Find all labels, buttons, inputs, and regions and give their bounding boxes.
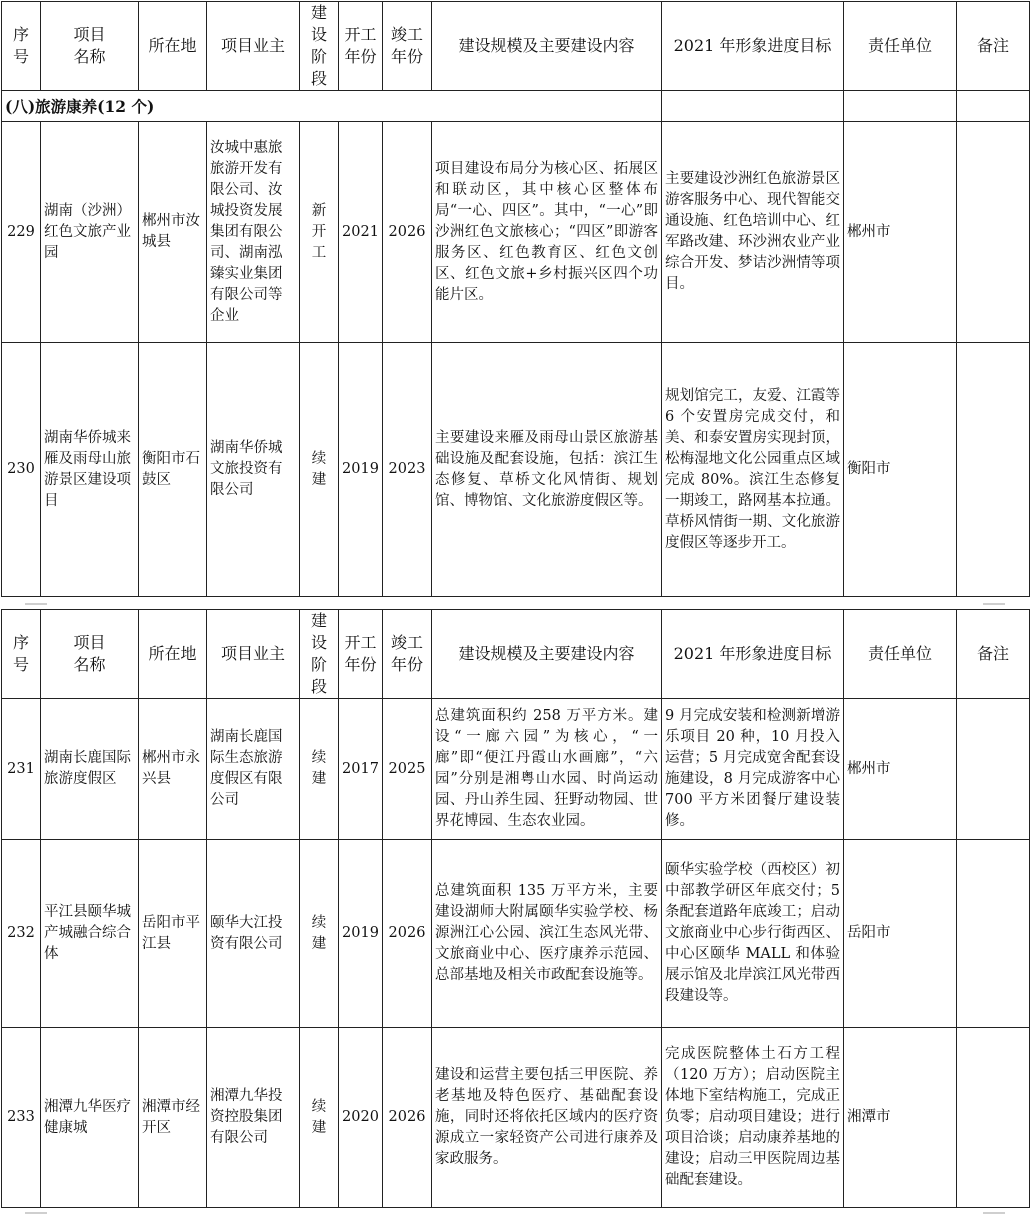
page-separator [0,600,1031,608]
row-seq: 231 [2,699,41,840]
row-stage: 续 建 [300,1028,339,1208]
header-target: 2021 年形象进度目标 [662,2,844,91]
table-row [2,343,1030,597]
row-owner: 湖南华侨城文旅投资有限公司 [207,343,300,597]
table-row [2,699,1030,840]
table-row [2,122,1030,343]
section-cell-empty [662,91,844,122]
row-seq: 232 [2,840,41,1028]
row-start-year: 2019 [339,343,383,597]
section-cell-empty [957,91,1030,122]
project-table-2 [1,609,1030,1208]
row-scale: 项目建设布局分为核心区、拓展区和联动区，其中核心区整体布局“一心、四区”。其中，“一心”即沙洲红色文旅核心；“四区”即游客服务区、红色教育区、红色文创区、红色文旅+乡村振兴区四个功能片区。 [432,122,662,343]
row-seq: 233 [2,1028,41,1208]
header-seq: 序 号 [2,610,41,699]
row-scale: 总建筑面积 135 万平方米，主要建设湖师大附属颐华实验学校、杨源洲江心公园、滨江生态风光带、文旅商业中心、医疗康养示范园、总部基地及相关市政配套设施等。 [432,840,662,1028]
row-end-year: 2026 [383,1028,432,1208]
header-row [2,610,1030,699]
header-owner: 项目业主 [207,2,300,91]
separator-mark [25,603,47,605]
header-remark: 备注 [957,2,1030,91]
row-target: 颐华实验学校（西校区）初中部教学研区年底交付；5 条配套道路年底竣工；启动文旅商业中心步行街西区、中心区颐华 MALL 和体验展示馆及北岸滨江风光带西段建设等。 [662,840,844,1028]
header-end-year: 竣工 年份 [383,2,432,91]
row-end-year: 2025 [383,699,432,840]
row-unit: 岳阳市 [844,840,957,1028]
row-stage: 续 建 [300,840,339,1028]
row-start-year: 2020 [339,1028,383,1208]
row-remark [957,699,1030,840]
row-location: 湘潭市经开区 [139,1028,207,1208]
table-page-1 [1,1,1029,597]
header-location: 所在地 [139,2,207,91]
row-stage: 新 开 工 [300,122,339,343]
section-cell-empty [844,91,957,122]
row-remark [957,840,1030,1028]
header-target: 2021 年形象进度目标 [662,610,844,699]
row-target: 9 月完成安装和检测新增游乐项目 20 种，10 月投入运营；5 月完成宽舍配套设施建设，8 月完成游客中心 700 平方米团餐厅建设装修。 [662,699,844,840]
table-row [2,1028,1030,1208]
header-stage: 建 设 阶 段 [300,2,339,91]
row-end-year: 2023 [383,343,432,597]
header-unit: 责任单位 [844,2,957,91]
header-stage: 建 设 阶 段 [300,610,339,699]
table-page-2 [1,609,1029,1208]
row-remark [957,343,1030,597]
row-start-year: 2017 [339,699,383,840]
header-location: 所在地 [139,610,207,699]
header-scale: 建设规模及主要建设内容 [432,2,662,91]
header-start-year: 开工 年份 [339,2,383,91]
row-owner: 湖南长鹿国际生态旅游度假区有限公司 [207,699,300,840]
header-name: 项目 名称 [41,2,139,91]
row-owner: 汝城中惠旅旅游开发有限公司、汝城投资发展集团有限公司、湖南泓臻实业集团有限公司等企业 [207,122,300,343]
row-location: 郴州市汝城县 [139,122,207,343]
row-unit: 衡阳市 [844,343,957,597]
row-unit: 郴州市 [844,699,957,840]
row-unit: 郴州市 [844,122,957,343]
row-location: 衡阳市石鼓区 [139,343,207,597]
section-label: (八)旅游康养(12 个) [2,91,662,122]
row-stage: 续 建 [300,343,339,597]
row-name: 湘潭九华医疗健康城 [41,1028,139,1208]
row-remark [957,122,1030,343]
row-owner: 颐华大江投资有限公司 [207,840,300,1028]
table-row [2,840,1030,1028]
header-seq: 序 号 [2,2,41,91]
project-table-1 [1,1,1030,597]
header-scale: 建设规模及主要建设内容 [432,610,662,699]
row-scale: 建设和运营主要包括三甲医院、养老基地及特色医疗、基础配套设施，同时还将依托区域内的医疗资源成立一家轻资产公司进行康养及家政服务。 [432,1028,662,1208]
header-end-year: 竣工 年份 [383,610,432,699]
row-name: 湖南华侨城来雁及雨母山旅游景区建设项目 [41,343,139,597]
header-start-year: 开工 年份 [339,610,383,699]
row-target: 规划馆完工，友爱、江霞等 6 个安置房完成交付，和美、和泰安置房实现封顶，松梅湿地文化公园重点区域完成 80%。滨江生态修复一期竣工，路网基本拉通。草桥风情街一期、文化旅游度假区等逐步开工。 [662,343,844,597]
section-row [2,91,1030,122]
separator-mark [25,1212,47,1214]
row-target: 完成医院整体土石方工程（120 万方）；启动医院主体地下室结构施工，完成正负零；启动项目建设；进行项目洽谈；启动康养基地的建设；启动三甲医院周边基础配套建设。 [662,1028,844,1208]
page-separator [0,1209,1031,1217]
row-scale: 总建筑面积约 258 万平方米。建设“一廊六园”为核心，“一廊”即“便江丹霞山水画廊”，“六园”分别是湘粤山水园、时尚运动园、丹山养生园、狂野动物园、世界花博园、生态农业园。 [432,699,662,840]
row-end-year: 2026 [383,122,432,343]
row-start-year: 2021 [339,122,383,343]
row-scale: 主要建设来雁及雨母山景区旅游基础设施及配套设施，包括：滨江生态修复、草桥文化风情街、规划馆、博物馆、文化旅游度假区等。 [432,343,662,597]
row-location: 岳阳市平江县 [139,840,207,1028]
row-target: 主要建设沙洲红色旅游景区游客服务中心、现代智能交通设施、红色培训中心、红军路改建、环沙洲农业产业综合开发、梦诘沙洲情等项目。 [662,122,844,343]
row-name: 湖南（沙洲）红色文旅产业园 [41,122,139,343]
header-name: 项目 名称 [41,610,139,699]
header-row [2,2,1030,91]
row-stage: 续 建 [300,699,339,840]
row-start-year: 2019 [339,840,383,1028]
row-owner: 湘潭九华投资控股集团有限公司 [207,1028,300,1208]
row-seq: 230 [2,343,41,597]
header-unit: 责任单位 [844,610,957,699]
header-remark: 备注 [957,610,1030,699]
separator-mark [983,1212,1005,1214]
row-remark [957,1028,1030,1208]
row-seq: 229 [2,122,41,343]
row-location: 郴州市永兴县 [139,699,207,840]
row-unit: 湘潭市 [844,1028,957,1208]
row-name: 湖南长鹿国际旅游度假区 [41,699,139,840]
row-name: 平江县颐华城产城融合综合体 [41,840,139,1028]
row-end-year: 2026 [383,840,432,1028]
separator-mark [983,603,1005,605]
header-owner: 项目业主 [207,610,300,699]
